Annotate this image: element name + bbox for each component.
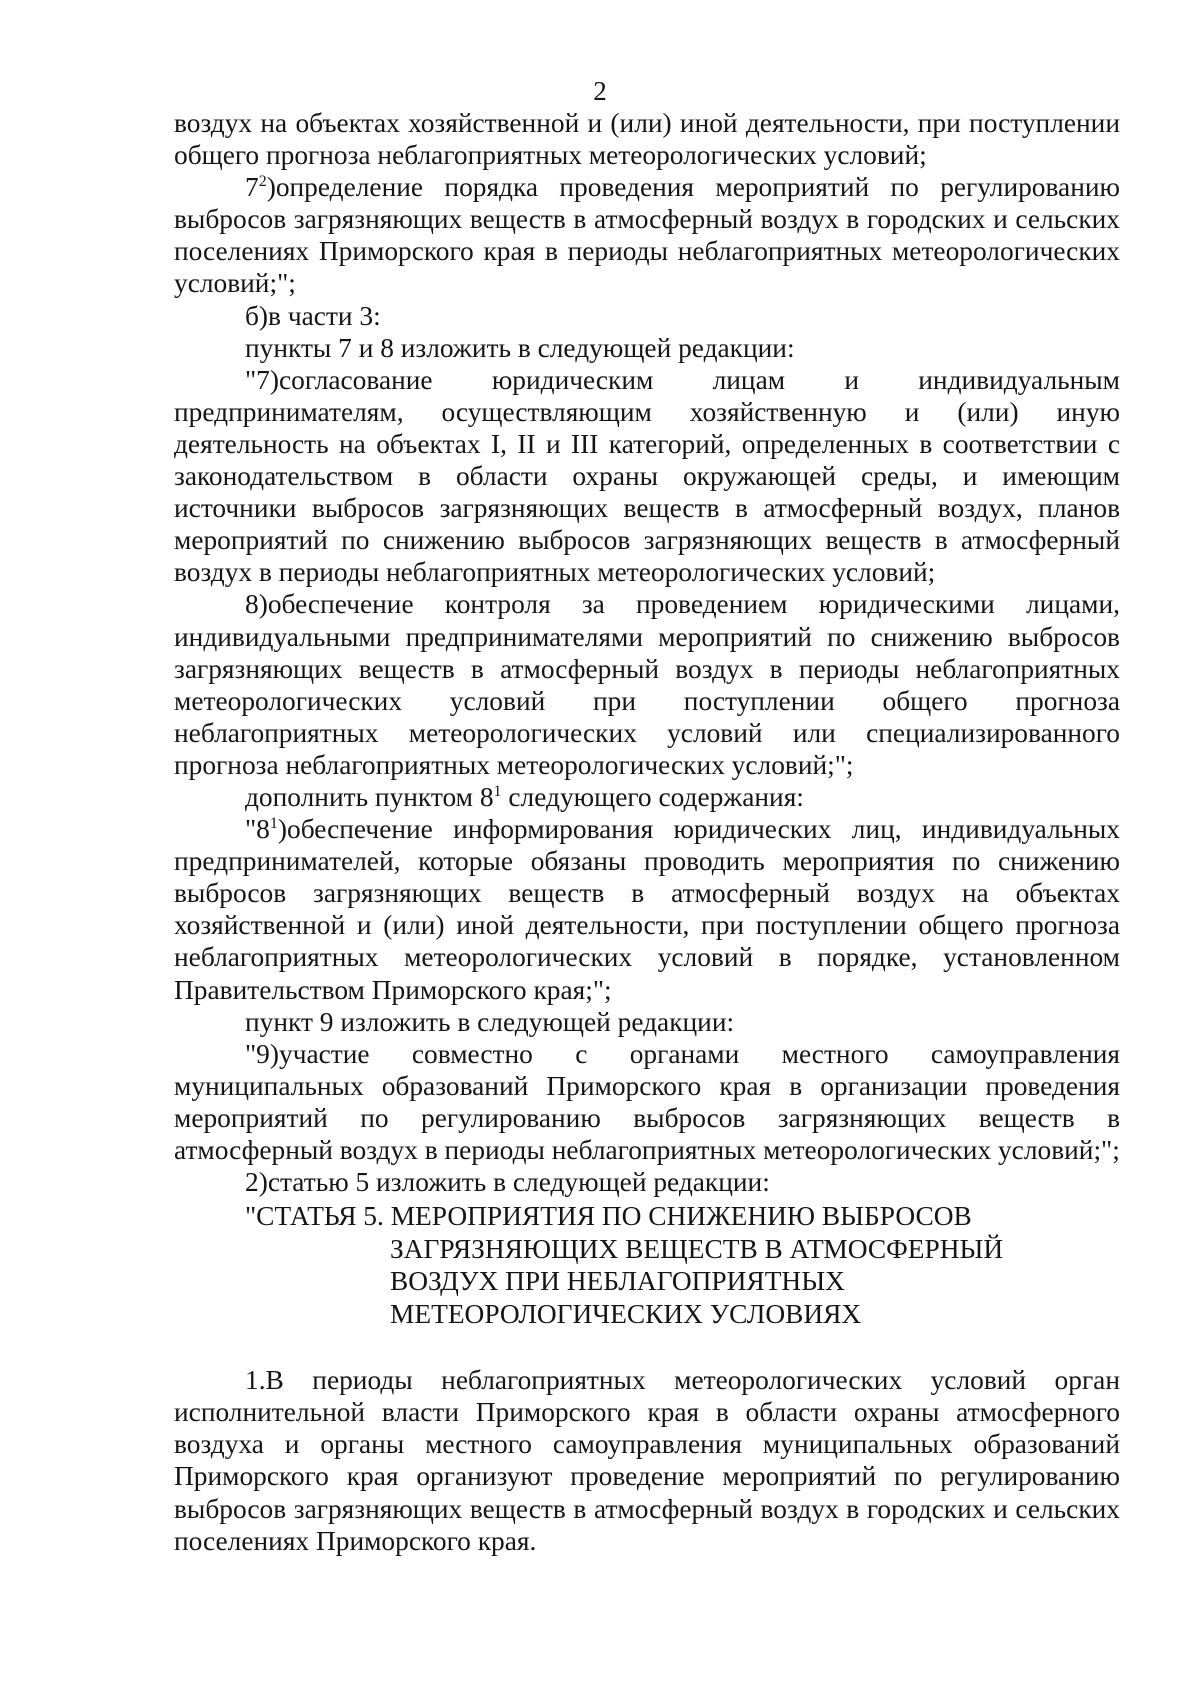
paragraph-add-item-8-1 [174,781,1120,813]
article-heading-line-3: ВОЗДУХ ПРИ НЕБЛАГОПРИЯТНЫХ [390,1266,845,1297]
paragraph-text: следующего содержания: [501,781,804,812]
superscript: 2 [258,173,267,191]
item-number: 7 [245,172,259,203]
spacer [174,1330,1120,1364]
paragraph-item-7-2 [174,171,1120,299]
paragraph-lead: дополнить пунктом 8 [245,781,494,812]
superscript: 1 [493,782,502,800]
paragraph-item-8-1 [174,813,1120,1006]
paragraph-continuation: воздух на объектах хозяйственной и (или) иной деятельности, при поступлении общего прогноза неблагоприятных метеорологических условий; [174,108,1120,171]
article-heading-line-1: "СТАТЬЯ 5. МЕРОПРИЯТИЯ ПО СНИЖЕНИЮ ВЫБРОСОВ [245,1201,972,1232]
page-number: 2 [593,76,607,106]
paragraph-text: )обеспечение информирования юридических лиц, индивидуальных предпринимателей, которые обязаны проводить мероприятия по снижению выбросов загрязняющих веществ в атмосферный воздух на объектах хозяйственной и (или) иной деятельности, при поступлении общего прогноза неблагоприятных метеорологических условий в порядке, установленном Правительством Приморского края;"; [174,814,1120,1005]
paragraph-part-3: б)в части 3: [245,300,381,331]
superscript: 1 [269,814,278,832]
paragraph-item-7: "7)согласование юридическим лицам и индивидуальным предпринимателям, осуществляющим хозяйственную и (или) иную деятельность на объектах I, II и III категорий, определенных в соответствии с законодательством в области охраны окружающей среды, и имеющим источники выбросов загрязняющих веществ в атмосферный воздух, планов мероприятий по снижению выбросов загрязняющих веществ в атмосферный воздух в периоды неблагоприятных метеорологических условий; [174,364,1120,588]
paragraph-item-8: 8)обеспечение контроля за проведением юридическими лицами, индивидуальными предпринимателями мероприятий по снижению выбросов загрязняющих веществ в атмосферный воздух в периоды неблагоприятных метеорологических условий при поступлении общего прогноза неблагоприятных метеорологических условий или специализированного прогноза неблагоприятных метеорологических условий;"; [174,589,1120,780]
document-body [174,107,1120,1557]
article-heading-line-2: ЗАГРЯЗНЯЮЩИХ ВЕЩЕСТВ В АТМОСФЕРНЫЙ [390,1233,1004,1264]
item-number: "8 [245,814,270,845]
paragraph-item-9: "9)участие совместно с органами местного самоуправления муниципальных образований Приморского края в организации проведения мероприятий по регулированию выбросов загрязняющих веществ в атмосферный воздух в периоды неблагоприятных метеорологических условий;"; [174,1038,1120,1165]
paragraph-items-7-8-intro: пункты 7 и 8 изложить в следующей редакции: [245,332,795,363]
paragraph-article-5-point-1: 1.В периоды неблагоприятных метеорологических условий орган исполнительной власти Приморского края в области охраны атмосферного воздуха и органы местного самоуправления муниципальных образований Приморского края организуют проведение мероприятий по регулированию выбросов загрязняющих веществ в атмосферный воздух в городских и сельских поселениях Приморского края. [174,1365,1120,1556]
article-heading-line-4: МЕТЕОРОЛОГИЧЕСКИХ УСЛОВИЯХ [390,1298,862,1329]
paragraph-text: )определение порядка проведения мероприятий по регулированию выбросов загрязняющих веществ в атмосферный воздух в городских и сельских поселениях Приморского края в периоды неблагоприятных метеорологических условий;"; [174,172,1120,299]
paragraph-article-5-intro: 2)статью 5 изложить в следующей редакции: [245,1167,770,1198]
article-heading [245,1200,1120,1330]
paragraph-item-9-intro: пункт 9 изложить в следующей редакции: [245,1006,735,1037]
